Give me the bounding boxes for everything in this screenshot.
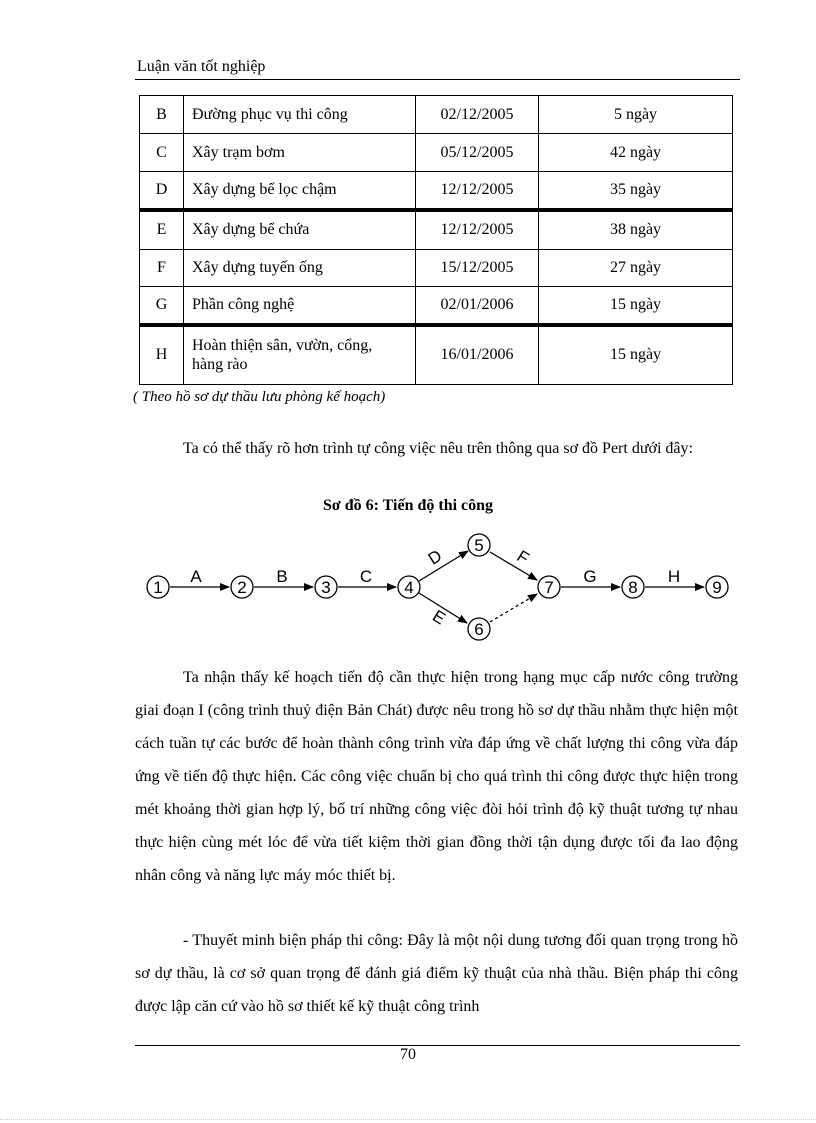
table-row xyxy=(140,325,733,385)
table-row xyxy=(140,96,733,134)
row-start-date: 16/01/2006 xyxy=(416,325,539,385)
page-number: 70 xyxy=(400,1046,416,1063)
row-code: C xyxy=(140,134,184,172)
paragraph-intro: Ta có thể thấy rõ hơn trình tự công việc nêu trên thông qua sơ đồ Pert dưới đây: xyxy=(183,440,693,457)
node-label: 9 xyxy=(712,578,722,597)
activity-label: A xyxy=(190,567,202,586)
row-code: F xyxy=(140,250,184,287)
row-duration: 38 ngày xyxy=(539,210,733,250)
node-label: 6 xyxy=(474,620,484,639)
row-start-date: 12/12/2005 xyxy=(416,172,539,210)
activity-label: E xyxy=(429,606,449,629)
table-row xyxy=(140,250,733,287)
header-divider xyxy=(135,79,740,80)
row-start-date: 02/12/2005 xyxy=(416,96,539,134)
row-code: B xyxy=(140,96,184,134)
row-start-date: 02/01/2006 xyxy=(416,287,539,325)
table-source-note: ( Theo hồ sơ dự thầu lưu phòng kế hoạch) xyxy=(133,389,386,405)
diagram-title: Sơ đồ 6: Tiến độ thi công xyxy=(322,497,494,514)
node-label: 3 xyxy=(321,578,331,597)
row-start-date: 05/12/2005 xyxy=(416,134,539,172)
activity-label: B xyxy=(276,567,288,586)
page-bottom-dotted-line xyxy=(0,1119,816,1120)
table-row xyxy=(140,172,733,210)
row-name: Xây dựng bể chứa xyxy=(184,210,416,250)
row-name: Xây trạm bơm xyxy=(184,134,416,172)
paragraph-analysis: Ta nhận thấy kế hoạch tiến độ cần thực hiện trong hạng mục cấp nước công trường giai đoạn I (công trình thuỷ điện Bản Chát) được nêu trong hồ sơ dự thầu nhằm thực hiện một cách tuần tự các bước để hoàn thành công trình vừa đáp ứng về chất lượng thi công vừa đáp ứng về tiến độ thực hiện. Các công việc chuẩn bị cho quá trình thi công được thực hiện trong mét khoảng thời gian hợp lý, bố trí những công việc đòi hỏi trình độ kỹ thuật tương tự nhau thực hiện cùng mét lóc để vừa tiết kiệm thời gian đồng thời tận dụng được tối đa lao động nhân công và năng lực máy móc thiết bị. xyxy=(135,669,738,884)
row-code: H xyxy=(140,325,184,385)
row-name: Đường phục vụ thi công xyxy=(184,96,416,134)
node-label: 4 xyxy=(404,578,414,597)
schedule-table xyxy=(139,95,733,385)
activity-label: C xyxy=(359,567,373,586)
edge-6-7-dummy xyxy=(490,594,537,622)
row-start-date: 12/12/2005 xyxy=(416,210,539,250)
row-duration: 15 ngày xyxy=(539,287,733,325)
row-duration: 27 ngày xyxy=(539,250,733,287)
pert-diagram xyxy=(130,525,750,645)
activity-label: H xyxy=(667,567,681,586)
node-label: 2 xyxy=(237,578,247,597)
activity-label: G xyxy=(583,567,597,586)
activity-label: F xyxy=(513,546,533,569)
paragraph-method: - Thuyết minh biện pháp thi công: Đây là một nội dung tương đối quan trọng trong hồ sơ dự thầu, là cơ sở quan trọng để đánh giá điểm kỹ thuật của nhà thầu. Biện pháp thi công được lập căn cứ vào hồ sơ thiết kế kỹ thuật công trình xyxy=(135,932,738,1015)
row-name: Phần công nghệ xyxy=(184,287,416,325)
row-duration: 35 ngày xyxy=(539,172,733,210)
node-label: 8 xyxy=(628,578,638,597)
table-row xyxy=(140,210,733,250)
row-duration: 15 ngày xyxy=(539,325,733,385)
row-name-line: hàng rào xyxy=(192,356,248,374)
row-name xyxy=(184,325,416,385)
table-row xyxy=(140,287,733,325)
node-label: 7 xyxy=(544,578,554,597)
row-code: E xyxy=(140,210,184,250)
row-start-date: 15/12/2005 xyxy=(416,250,539,287)
table-row xyxy=(140,134,733,172)
node-label: 1 xyxy=(153,578,163,597)
row-code: G xyxy=(140,287,184,325)
row-code: D xyxy=(140,172,184,210)
header-title: Luận văn tốt nghiệp xyxy=(137,58,266,75)
row-duration: 42 ngày xyxy=(539,134,733,172)
row-name: Xây dựng bể lọc chậm xyxy=(184,172,416,210)
activity-label: D xyxy=(424,546,446,569)
row-name: Xây dựng tuyến ống xyxy=(184,250,416,287)
node-label: 5 xyxy=(474,536,484,555)
row-duration: 5 ngày xyxy=(539,96,733,134)
row-name-line: Hoàn thiện sân, vườn, cổng, xyxy=(192,337,373,355)
edge-5-7 xyxy=(490,552,537,580)
